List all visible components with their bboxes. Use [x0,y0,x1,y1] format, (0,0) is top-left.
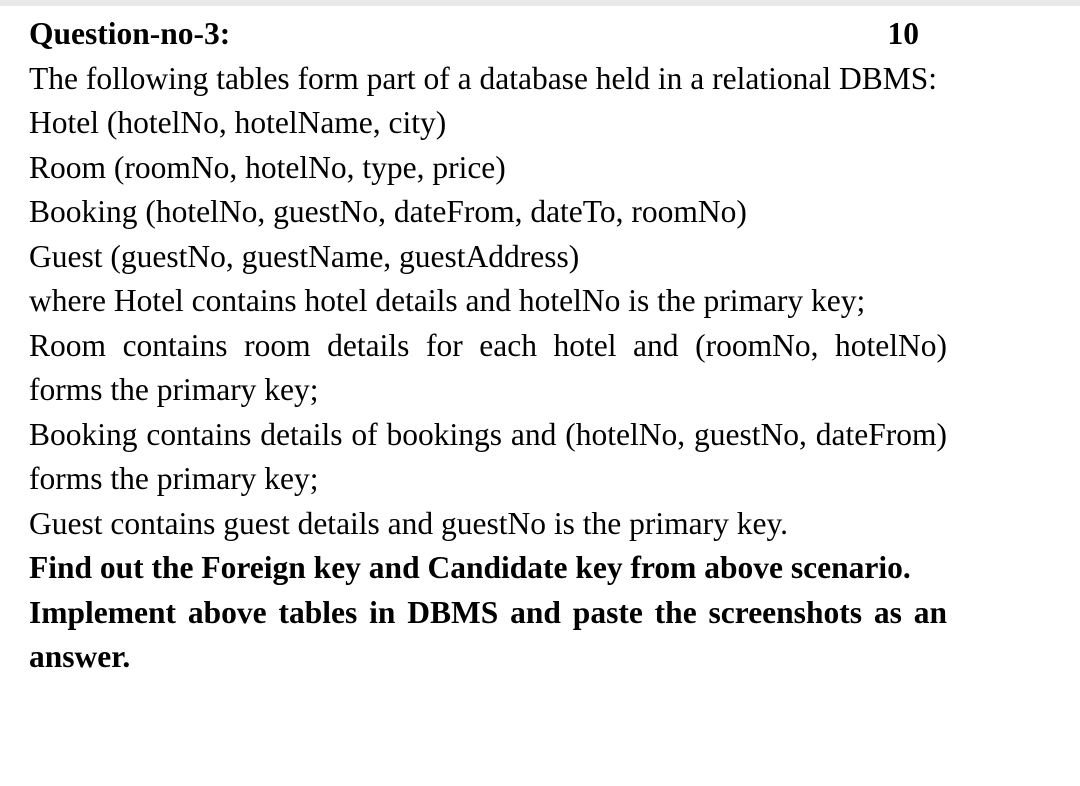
description-booking: Booking contains details of bookings and (hotelNo, guestNo, dateFrom) forms the primary key; [29,416,947,496]
question-heading [29,12,919,57]
table-guest: Guest (guestNo, guestName, guestAddress) [29,238,580,274]
intro-paragraph: The following tables form part of a database held in a relational DBMS: [29,60,937,96]
question-document [29,12,947,680]
table-hotel: Hotel (hotelNo, hotelName, city) [29,105,447,140]
description-guest: Guest contains guest details and guestNo is the primary key. [29,505,789,541]
table-booking: Booking (hotelNo, guestNo, dateFrom, dateTo, roomNo) [29,194,747,229]
question-marks: 10 [887,16,919,51]
task-keys: Find out the Foreign key and Candidate key from above scenario. [29,550,911,585]
description-hotel: where Hotel contains hotel details and hotelNo is the primary key; [29,283,866,318]
task-implement: Implement above tables in DBMS and paste the screenshots as an answer. [29,594,947,674]
question-title: Question-no-3: [29,16,231,51]
description-room: Room contains room details for each hotel and (roomNo, hotelNo) forms the primary key; [29,327,947,407]
table-room: Room (roomNo, hotelNo, type, price) [29,149,506,185]
top-border [0,0,1080,6]
